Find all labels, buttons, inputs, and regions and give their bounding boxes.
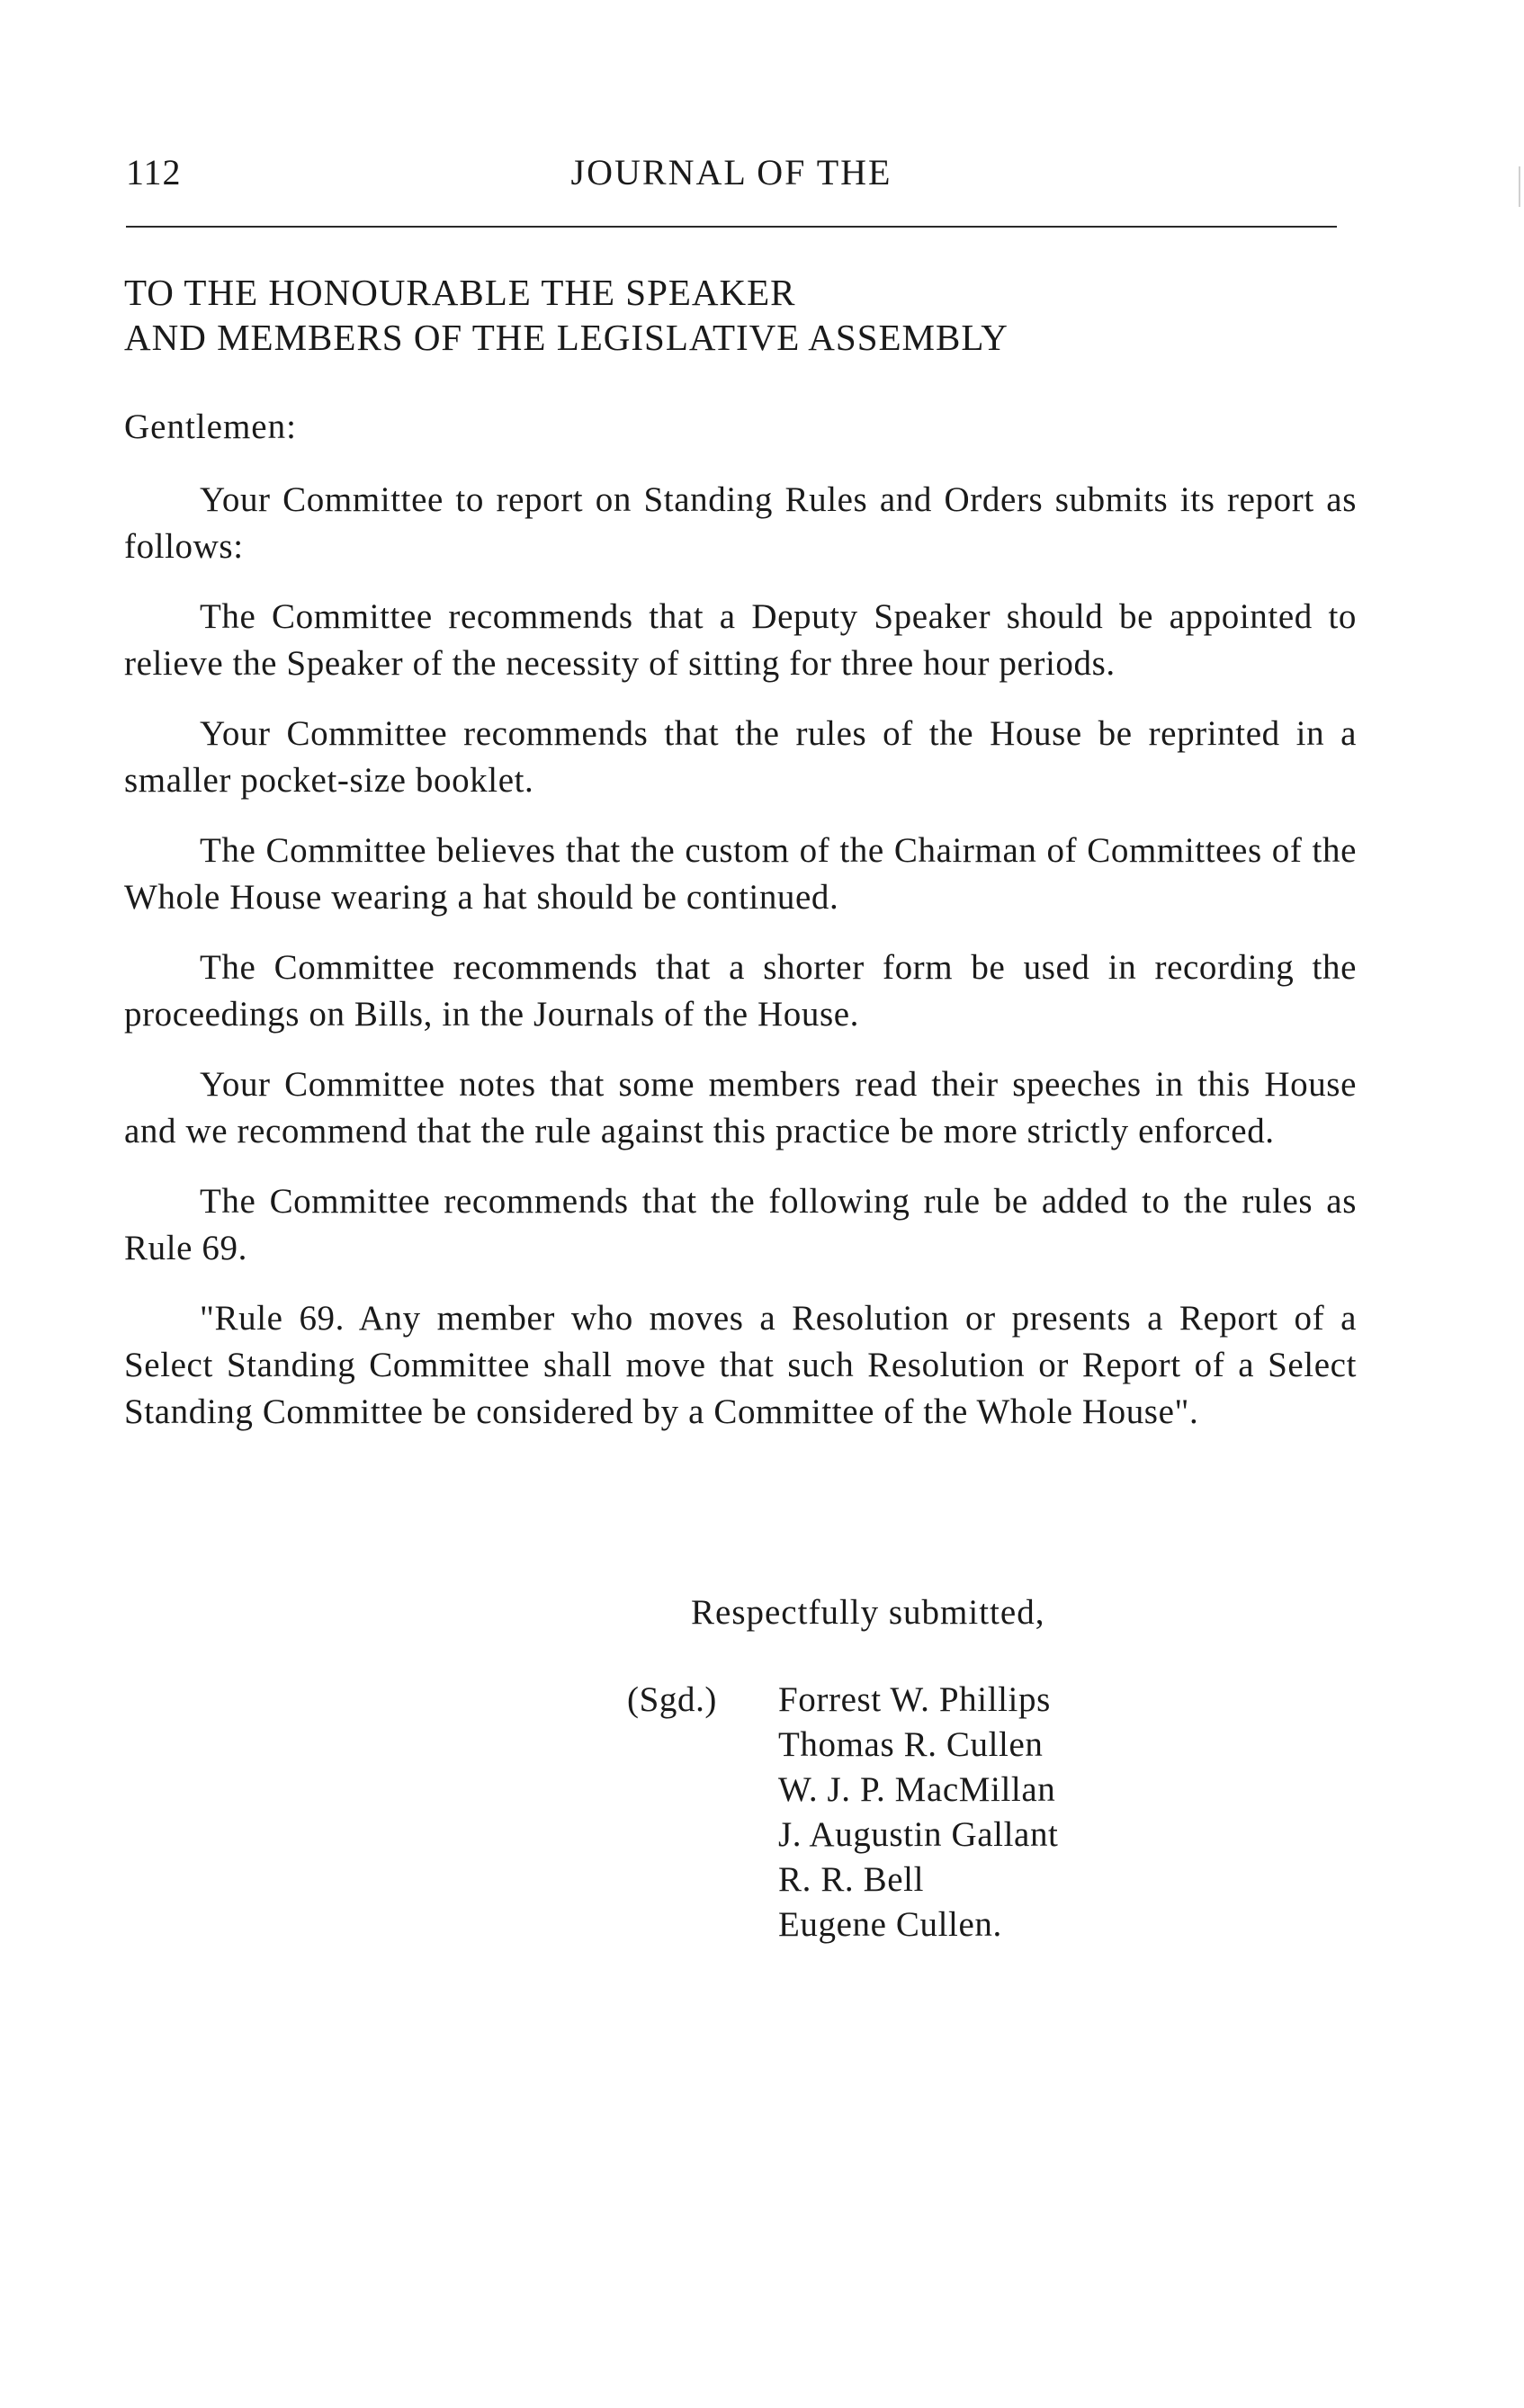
running-head [126, 151, 1337, 201]
address-block [124, 270, 1009, 360]
paragraph-read-speeches: Your Committee notes that some members read their speeches in this House and we recommend that the rule against this practice be more strictly enforced. [124, 1065, 1357, 1150]
paragraph-shorter-form: The Committee recommends that a shorter form be used in recording the proceedings on Bills, in the Journals of the House. [124, 948, 1357, 1034]
paragraph-report-intro: Your Committee to report on Standing Rules and Orders submits its report as follows: [124, 480, 1357, 566]
salutation: Gentlemen: [124, 407, 297, 446]
paragraph-rule-69-intro: The Committee recommends that the following rule be added to the rules as Rule 69. [124, 1182, 1357, 1267]
address-line-2: AND MEMBERS OF THE LEGISLATIVE ASSEMBLY [124, 317, 1009, 358]
paragraph-chairman-hat: The Committee believes that the custom of the Chairman of Committees of the Whole House wearing a hat should be continued. [124, 831, 1357, 917]
journal-title: JOURNAL OF THE [570, 152, 892, 192]
paragraph-deputy-speaker: The Committee recommends that a Deputy Speaker should be appointed to relieve the Speaker of the necessity of sitting for three hour periods. [124, 597, 1357, 683]
signatory-name: Thomas R. Cullen [778, 1725, 1044, 1764]
signatory-name: J. Augustin Gallant [778, 1815, 1059, 1854]
paragraph-rule-69-text: "Rule 69. Any member who moves a Resolution or presents a Report of a Select Standing Committee shall move that such Resolution or Report of a Select Standing Committee be considered by a Committee of the Whole House". [124, 1299, 1357, 1431]
address-line-1: TO THE HONOURABLE THE SPEAKER [124, 272, 796, 313]
signatory-name: W. J. P. MacMillan [778, 1770, 1056, 1809]
page-number: 112 [126, 152, 182, 192]
paragraph-pocket-booklet: Your Committee recommends that the rules of the House be reprinted in a smaller pocket-size booklet. [124, 714, 1357, 800]
report-body [124, 477, 1357, 1459]
signatory-name: Eugene Cullen. [778, 1905, 1002, 1944]
closing-line: Respectfully submitted, [691, 1593, 1045, 1632]
signatory-name: R. R. Bell [778, 1860, 925, 1899]
signatory-list [778, 1678, 1058, 1947]
header-rule [126, 226, 1337, 228]
signatory-name: Forrest W. Phillips [778, 1680, 1051, 1719]
signed-marker: (Sgd.) [627, 1680, 718, 1719]
page-edge-mark [1519, 166, 1520, 207]
